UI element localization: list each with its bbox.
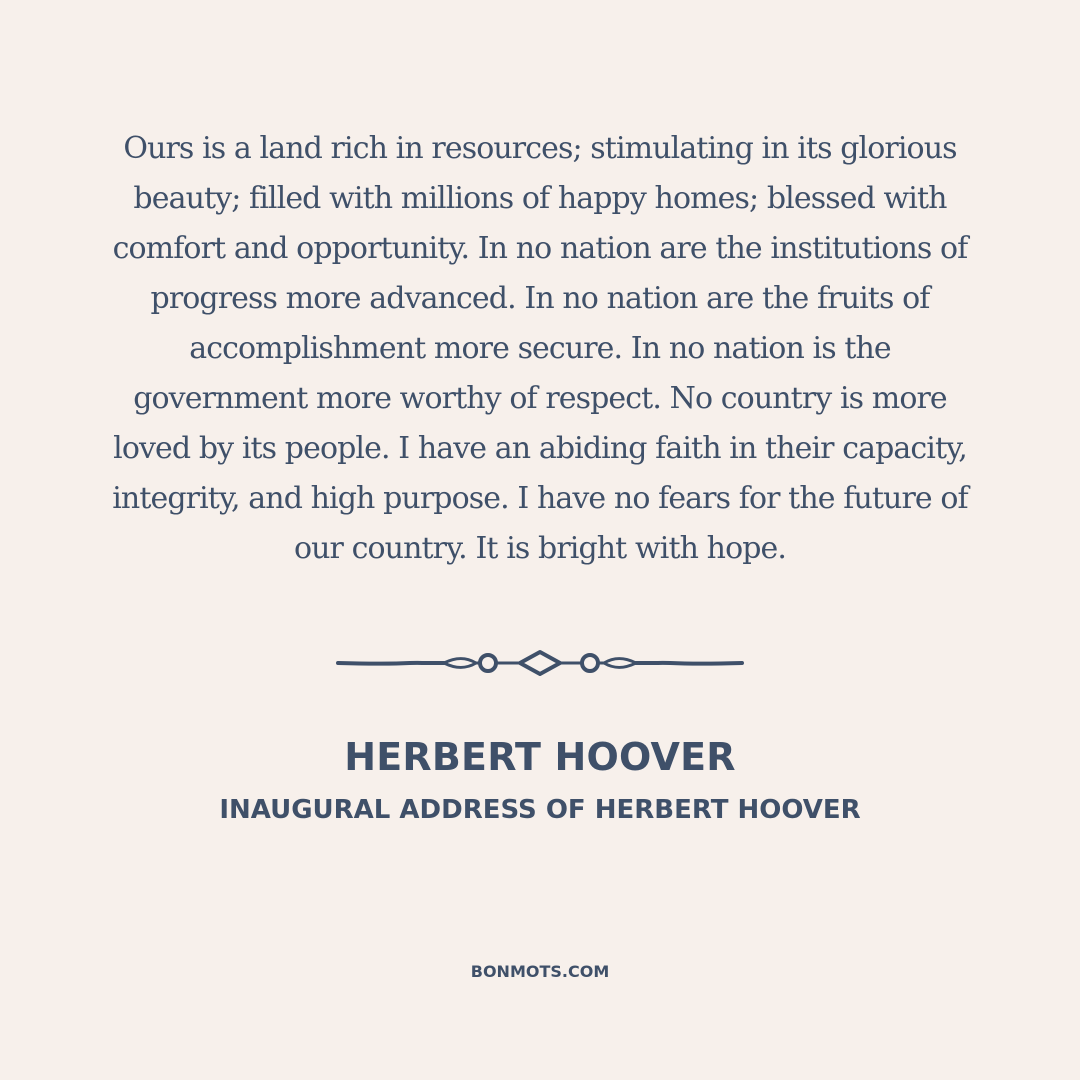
quote-source: INAUGURAL ADDRESS OF HERBERT HOOVER: [219, 795, 861, 825]
site-watermark: BONMOTS.COM: [470, 962, 610, 981]
author-name: HERBERT HOOVER: [344, 735, 736, 779]
ornamental-divider-icon: [336, 647, 744, 679]
quote-text: Ours is a land rich in resources; stimulating in its glorious beauty; filled with millions of happy homes; blessed with comfort and opportunity. In no nation are the institutions of progress more advanced. In no nation are the fruits of accomplishment more secure. In no nation is the government more worthy of respect. No country is more loved by its people. I have an abiding faith in their capacity, integrity, and high purpose. I have no fears for the future of our country. It is bright with hope.: [112, 131, 968, 566]
